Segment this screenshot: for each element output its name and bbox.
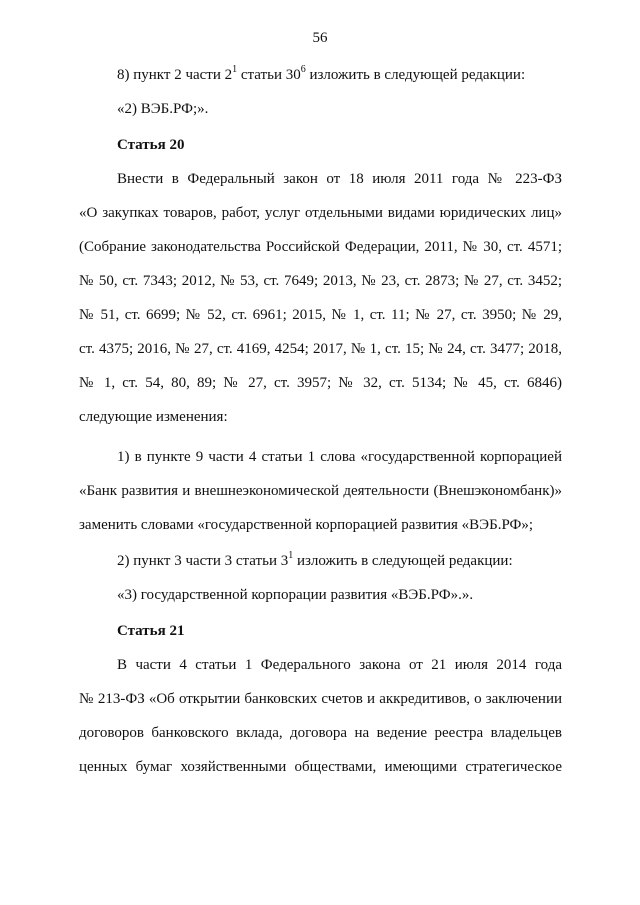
article-20-intro-line-1: Внести в Федеральный закон от 18 июля 2011 года № 223-ФЗ [117, 171, 562, 187]
article-21-line-3: договоров банковского вклада, договора на ведение реестра владельцев [79, 725, 562, 741]
article-20-intro-line-3: (Собрание законодательства Российской Федерации, 2011, № 30, ст. 4571; [79, 239, 562, 255]
article-21-heading: Статья 21 [117, 623, 185, 639]
item-8-block [79, 58, 562, 126]
article-20-point-1 [79, 440, 562, 542]
article-20-intro-line-6: ст. 4375; 2016, № 27, ст. 4169, 4254; 2017, № 1, ст. 15; № 24, ст. 3477; 2018, [79, 341, 562, 357]
item-8-text-a: 8) пункт 2 части 2 [117, 67, 233, 83]
item-8-text-c: изложить в следующей редакции: [305, 67, 526, 83]
item-8-sup-b: 6 [300, 64, 306, 75]
point-1-line-1: 1) в пункте 9 части 4 статьи 1 слова «государственной корпорацией [117, 449, 562, 465]
point-2-text-b: изложить в следующей редакции: [293, 553, 513, 569]
item-8-quote: «2) ВЭБ.РФ;». [117, 101, 209, 117]
article-20-point-2 [79, 544, 562, 612]
article-20-intro [79, 162, 562, 434]
page-number: 56 [312, 30, 328, 46]
point-1-line-2: «Банк развития и внешнеэкономической деятельности (Внешэкономбанк)» [79, 483, 562, 499]
article-21-block [79, 614, 562, 648]
article-21-line-2: № 213-ФЗ «Об открытии банковских счетов и аккредитивов, о заключении [79, 691, 562, 707]
article-20-intro-last-line: следующие изменения: [79, 409, 228, 425]
item-8-sup-a: 1 [232, 64, 238, 75]
article-20-heading: Статья 20 [117, 137, 185, 153]
article-20-intro-line-4: № 50, ст. 7343; 2012, № 53, ст. 7649; 2013, № 23, ст. 2873; № 27, ст. 3452; [79, 273, 562, 289]
point-2-text-a: 2) пункт 3 части 3 статьи 3 [117, 553, 289, 569]
article-20-block [79, 128, 562, 162]
point-2-quote: «3) государственной корпорации развития «ВЭБ.РФ».». [117, 587, 474, 603]
point-1-last-line: заменить словами «государственной корпорацией развития «ВЭБ.РФ»; [79, 517, 534, 533]
article-21-body [79, 648, 562, 784]
point-2-sup: 1 [288, 550, 294, 561]
article-20-intro-line-5: № 51, ст. 6699; № 52, ст. 6961; 2015, № 1, ст. 11; № 27, ст. 3950; № 29, [79, 307, 562, 323]
point-2-paragraph [79, 544, 562, 578]
item-8-text-b: статьи 30 [237, 67, 301, 83]
article-20-intro-line-7: № 1, ст. 54, 80, 89; № 27, ст. 3957; № 32, ст. 5134; № 45, ст. 6846) [79, 375, 562, 391]
item-8-paragraph [79, 58, 562, 92]
article-21-line-4: ценных бумаг хозяйственными обществами, имеющими стратегическое [79, 759, 562, 775]
article-20-intro-line-2: «О закупках товаров, работ, услуг отдельными видами юридических лиц» [79, 205, 562, 221]
article-21-line-1: В части 4 статьи 1 Федерального закона от 21 июля 2014 года [117, 657, 562, 673]
